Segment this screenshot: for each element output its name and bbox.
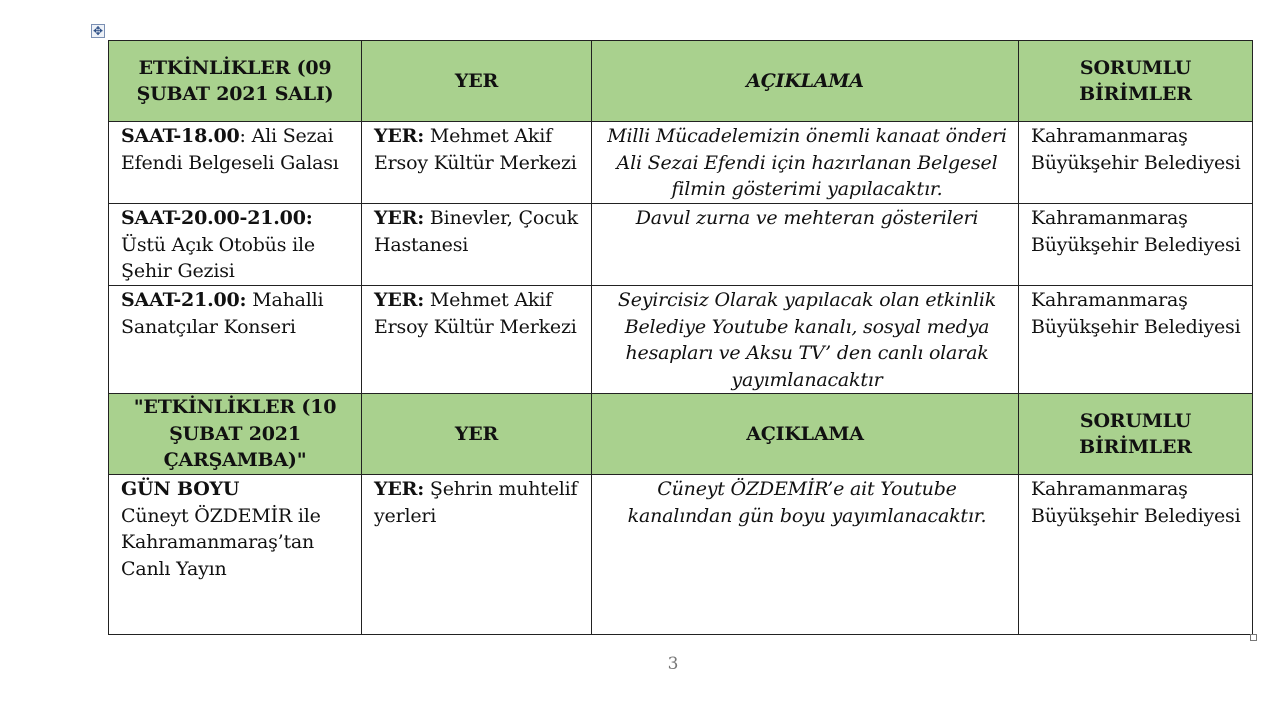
events-table [108,40,1253,635]
event-time: SAAT-20.00-21.00: [121,207,313,229]
description-cell: Milli Mücadelemizin önemli kanaat önderi Ali Sezai Efendi için hazırlanan Belgesel filmin gösterimi yapılacaktır. [592,122,1019,204]
place-label: YER: [374,125,425,147]
description-cell: Seyircisiz Olarak yapılacak olan etkinlik Belediye Youtube kanalı, sosyal medya hesapları ve Aksu TV’ den canlı olarak yayımlanacaktır [592,286,1019,394]
event-cell [109,286,362,394]
responsible-cell: Kahramanmaraş Büyükşehir Belediyesi [1019,204,1253,286]
place-cell [362,475,592,635]
place-value: Şehrin muhtelif yerleri [374,478,578,527]
place-cell [362,286,592,394]
header-events: "ETKİNLİKLER (10 ŞUBAT 2021 ÇARŞAMBA)" [109,394,362,475]
table-header-day-1 [109,41,1253,122]
header-responsible: SORUMLU BİRİMLER [1019,394,1253,475]
table-row [109,286,1253,394]
event-time: GÜN BOYU [121,478,240,500]
event-title: Mahalli Sanatçılar Konseri [121,289,324,338]
description-cell: Davul zurna ve mehteran gösterileri [592,204,1019,286]
responsible-cell: Kahramanmaraş Büyükşehir Belediyesi [1019,122,1253,204]
event-time: SAAT-21.00: [121,289,247,311]
event-cell [109,475,362,635]
place-value: Binevler, Çocuk Hastanesi [374,207,578,256]
place-label: YER: [374,478,425,500]
place-label: YER: [374,289,425,311]
responsible-cell: Kahramanmaraş Büyükşehir Belediyesi [1019,475,1253,635]
table-row [109,122,1253,204]
event-cell [109,204,362,286]
place-label: YER: [374,207,425,229]
table-header-day-2 [109,394,1253,475]
event-title: Üstü Açık Otobüs ile Şehir Gezisi [121,233,315,282]
header-responsible: SORUMLU BİRİMLER [1019,41,1253,122]
header-description: AÇIKLAMA [592,394,1019,475]
header-place: YER [362,394,592,475]
event-cell [109,122,362,204]
table-row [109,475,1253,635]
table-move-handle-icon[interactable]: ✥ [92,24,104,38]
table-row [109,204,1253,286]
event-title: Cüneyt ÖZDEMİR ile Kahramanmaraş’tan Canlı Yayın [121,504,321,580]
place-cell [362,122,592,204]
page-number: 3 [667,654,679,674]
header-place: YER [362,41,592,122]
event-title: : Ali Sezai Efendi Belgeseli Galası [121,125,339,174]
place-value: Mehmet Akif Ersoy Kültür Merkezi [374,289,577,338]
responsible-cell: Kahramanmaraş Büyükşehir Belediyesi [1019,286,1253,394]
place-value: Mehmet Akif Ersoy Kültür Merkezi [374,125,577,174]
event-time: SAAT-18.00 [121,125,240,147]
table-resize-handle[interactable] [1250,634,1257,641]
description-cell: Cüneyt ÖZDEMİR’e ait Youtube kanalından gün boyu yayımlanacaktır. [592,475,1019,635]
header-description: AÇIKLAMA [592,41,1019,122]
header-events: ETKİNLİKLER (09 ŞUBAT 2021 SALI) [109,41,362,122]
place-cell [362,204,592,286]
